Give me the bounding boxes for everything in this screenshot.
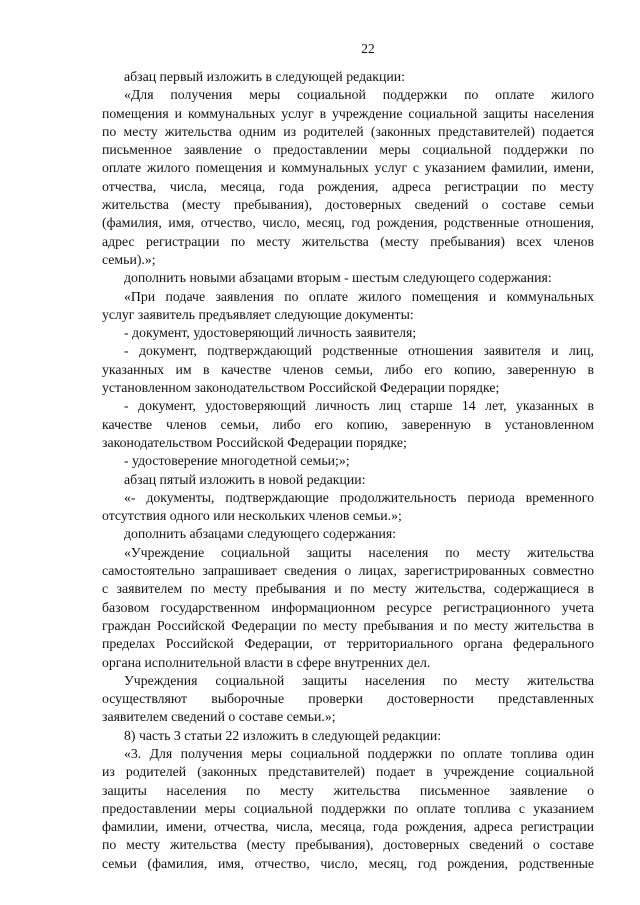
text-line: - документ, удостоверяющий личность лиц старше 14 лет, указанных в xyxy=(124,398,594,414)
text-line: «Для получения меры социальной поддержки по оплате жилого xyxy=(124,87,594,103)
text-line: письменное заявление о предоставлении меры социальной поддержки по xyxy=(102,142,594,158)
text-line: абзац первый изложить в следующей редакции: xyxy=(124,69,405,84)
text-line: услуг заявитель предъявляет следующие документы: xyxy=(102,306,414,322)
text-line: осуществляют выборочные проверки достоверности представленных xyxy=(102,691,594,707)
text-line: органа исполнительной власти в сфере внутренних дел. xyxy=(102,654,431,670)
text-line: - документ, удостоверяющий личность заявителя; xyxy=(124,325,417,341)
text-line: дополнить новыми абзацами вторым - шестым следующего содержания: xyxy=(124,270,552,286)
text-line: указанных им в качестве членов семьи, либо его копию, заверенную в xyxy=(102,361,594,377)
text-line: предоставлении меры социальной поддержки по оплате топлива с указанием xyxy=(102,800,594,816)
text-line: с заявителем по месту пребывания и по месту жительства, содержащиеся в xyxy=(102,581,594,597)
text-line: самостоятельно запрашивает сведения о лицах, зарегистрированных совместно xyxy=(102,563,594,579)
text-line: качестве членов семьи, либо его копию, заверенную в установленном xyxy=(102,416,594,432)
text-line: - удостоверение многодетной семьи;»; xyxy=(124,453,350,469)
text-line: заявителем сведений о составе семьи.»; xyxy=(102,709,336,725)
text-line: из родителей (законных представителей) подает в учреждение социальной xyxy=(102,764,594,780)
text-line: отчества, числа, месяца, года рождения, адреса регистрации по месту xyxy=(102,178,594,194)
text-line: «- документы, подтверждающие продолжительность периода временного xyxy=(124,489,594,505)
text-line: адрес регистрации по месту жительства (месту пребывания) всех членов xyxy=(102,233,594,249)
text-line: фамилии, имени, отчества, числа, месяца, года рождения, адреса регистрации xyxy=(102,819,594,835)
text-line: (фамилия, имя, отчество, число, месяц, год рождения, родственные отношения, xyxy=(102,215,594,231)
text-line: защиты населения по месту жительства письменное заявление о xyxy=(102,782,594,798)
page-number: 22 xyxy=(361,41,375,56)
text-line: помещения и коммунальных услуг в учреждение социальной защиты населения xyxy=(102,105,594,121)
text-line: семьи (фамилия, имя, отчество, число, месяц, год рождения, родственные xyxy=(102,855,594,871)
text-line: по месту жительства одним из родителей (законных представителей) подается xyxy=(102,123,594,139)
text-line: отсутствия одного или нескольких членов семьи.»; xyxy=(102,508,402,524)
text-line: «При подаче заявления по оплате жилого помещения и коммунальных xyxy=(124,288,594,304)
text-line: 8) часть 3 статьи 22 изложить в следующей редакции: xyxy=(124,727,442,743)
text-line: базовом государственном информационном ресурсе регистрационного учета xyxy=(102,599,594,615)
text-line: - документ, подтверждающий родственные отношения заявителя и лиц, xyxy=(124,343,594,359)
document-body xyxy=(102,68,594,873)
text-line: оплате жилого помещения и коммунальных услуг с указанием фамилии, имени, xyxy=(102,160,594,176)
text-line: дополнить абзацами следующего содержания: xyxy=(124,526,397,542)
text-line: семьи).»; xyxy=(102,251,156,267)
text-line: жительства (месту пребывания), достоверных сведений о составе семьи xyxy=(102,197,594,213)
text-line: граждан Российской Федерации по месту пребывания и по месту жительства в xyxy=(102,617,594,633)
text-line: Учреждения социальной защиты населения по месту жительства xyxy=(124,672,594,688)
text-line: «3. Для получения меры социальной поддержки по оплате топлива один xyxy=(124,745,594,761)
text-line: абзац пятый изложить в новой редакции: xyxy=(124,471,366,487)
text-line: установленном законодательством Российской Федерации порядке; xyxy=(102,380,500,396)
text-line: «Учреждение социальной защиты населения по месту жительства xyxy=(124,544,594,560)
text-line: пределах Российской Федерации, от территориального органа федерального xyxy=(102,636,594,652)
text-line: законодательством Российской Федерации порядке; xyxy=(102,434,407,450)
text-line: по месту жительства (месту пребывания), достоверных сведений о составе xyxy=(102,837,594,853)
